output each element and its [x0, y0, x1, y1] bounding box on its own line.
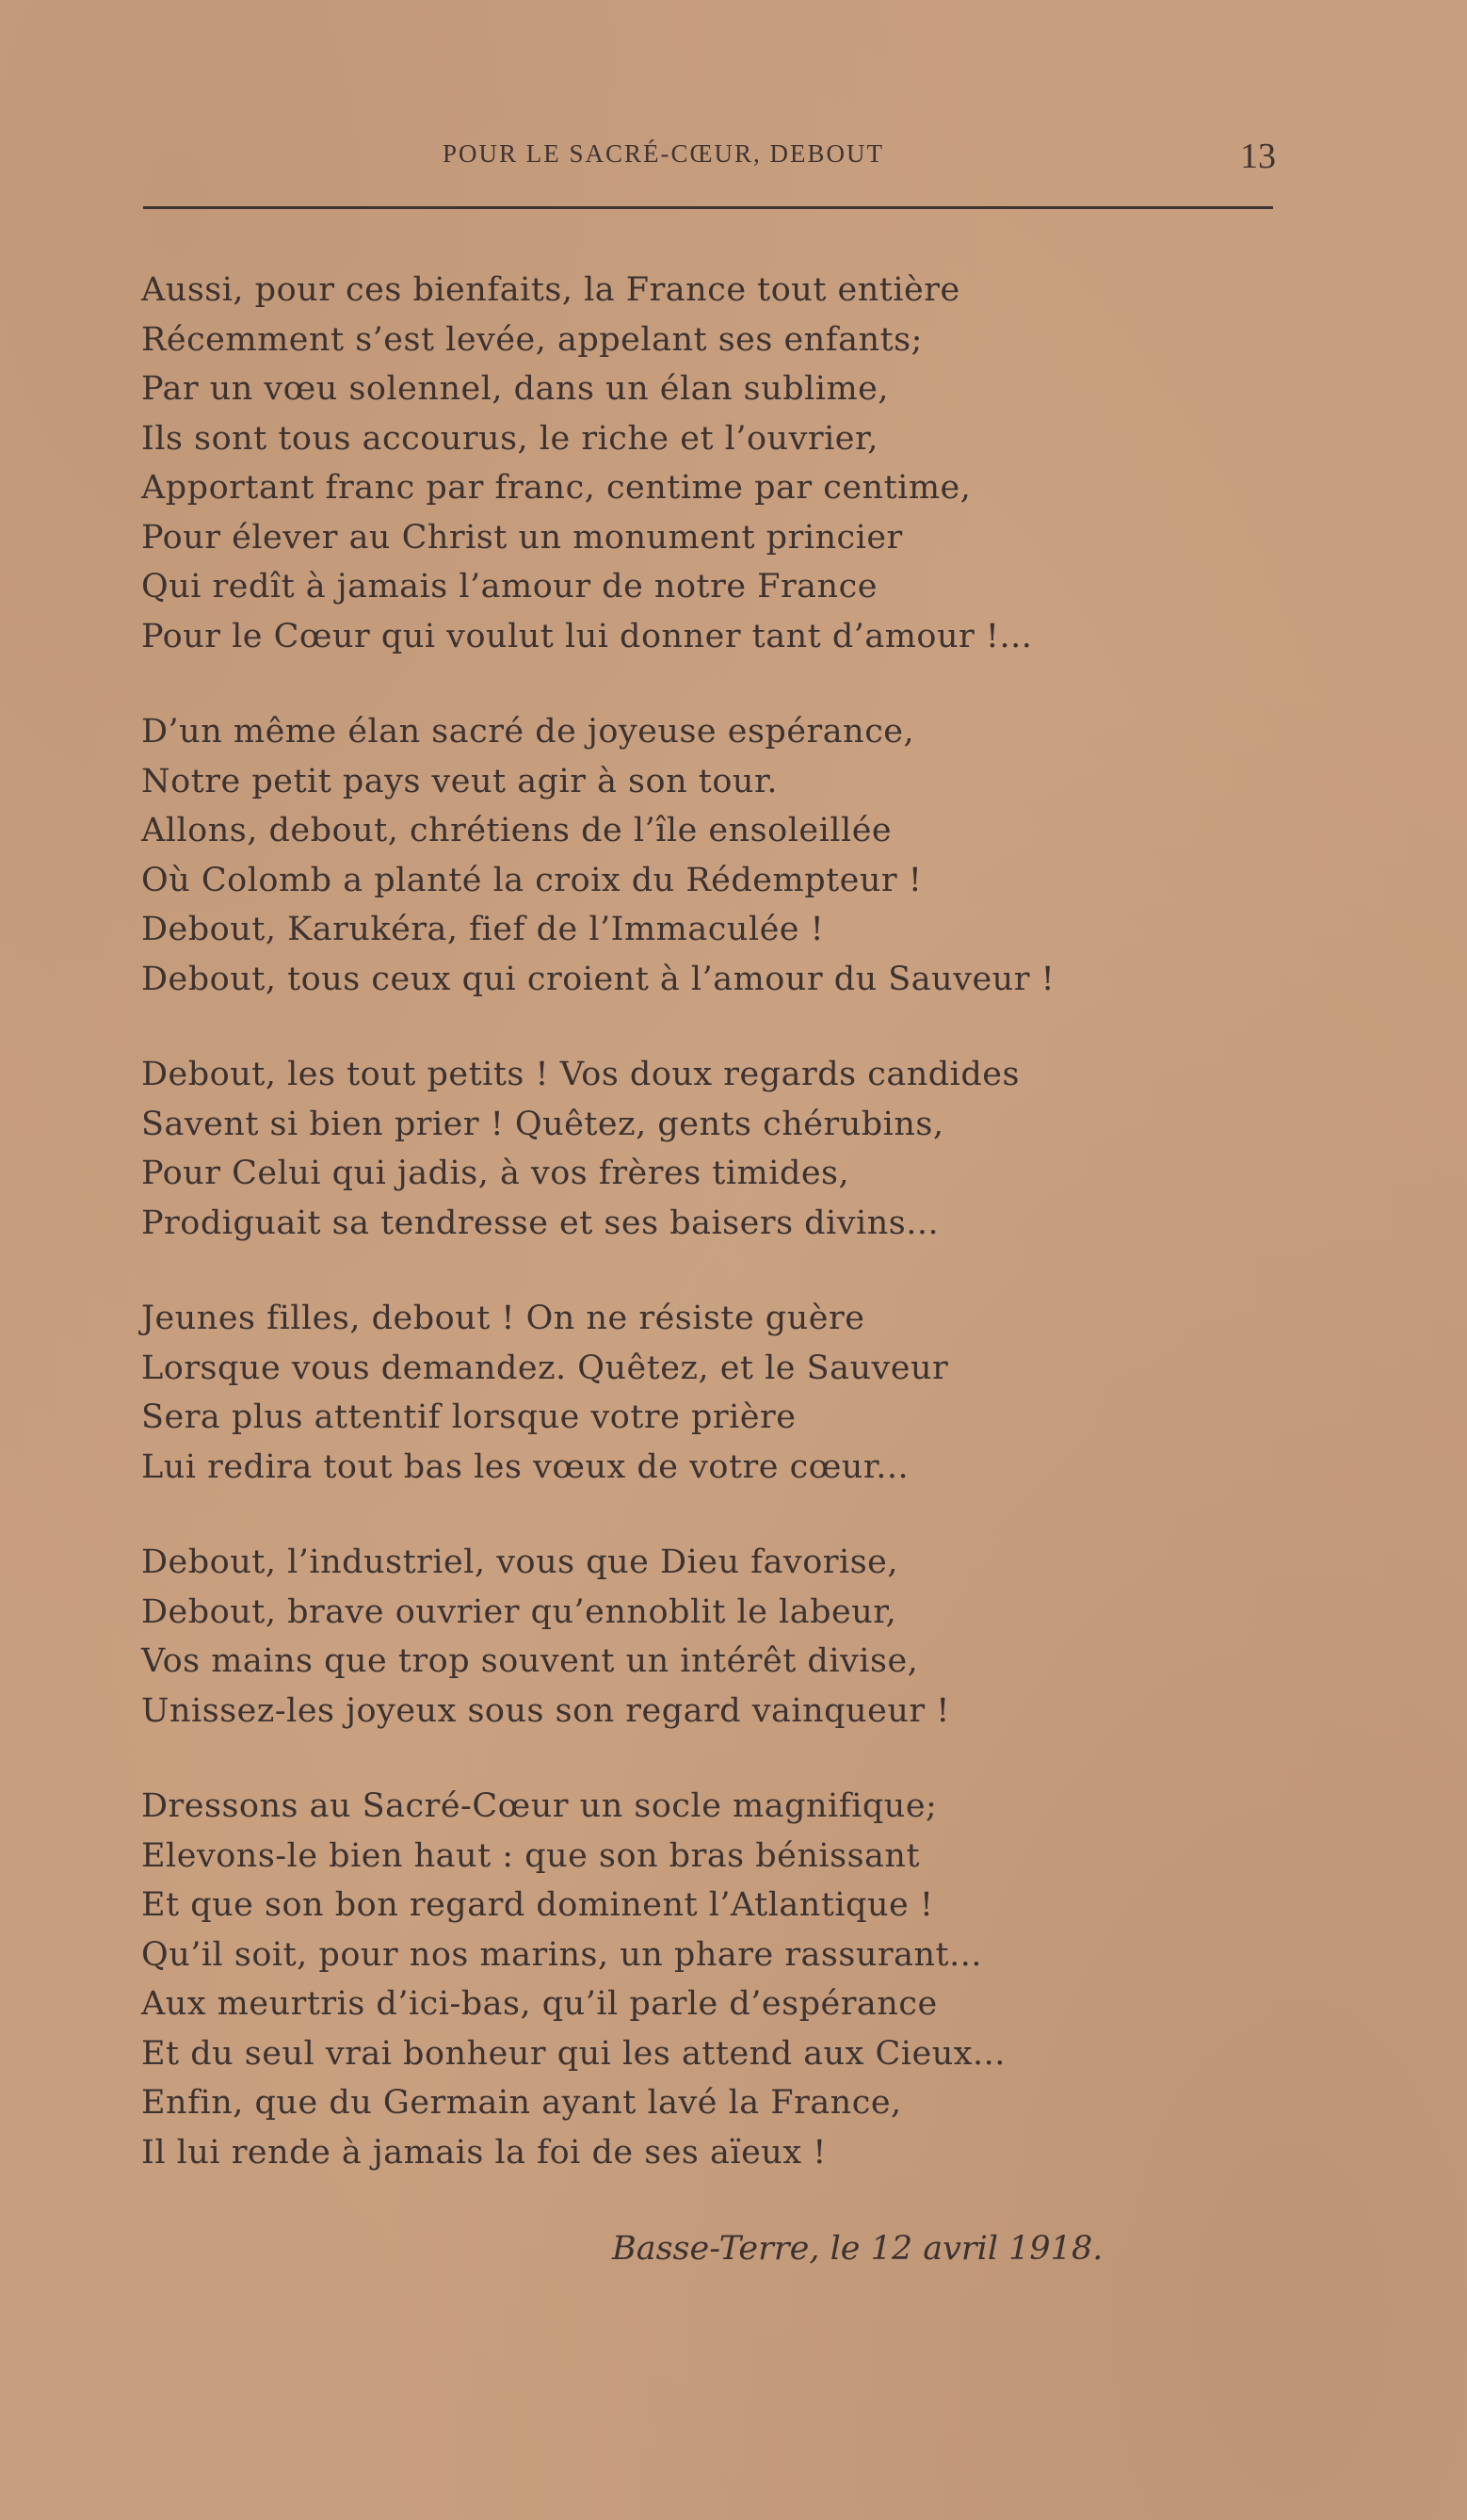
- verse-line: Jeunes filles, debout ! On ne résiste guère: [141, 1300, 865, 1337]
- header-rule: [143, 206, 1273, 209]
- verse-line: Debout, Karukéra, fief de l’Immaculée !: [141, 911, 825, 948]
- verse-line: Qui redît à jamais l’amour de notre France: [141, 568, 878, 606]
- verse-line: Sera plus attentif lorsque votre prière: [141, 1398, 797, 1436]
- verse-line: Debout, les tout petits ! Vos doux regards candides: [141, 1056, 1020, 1093]
- stanza: [141, 1782, 1318, 2177]
- verse-line: Unissez-les joyeux sous son regard vainqueur !: [141, 1691, 950, 1730]
- verse-line: Aux meurtris d’ici-bas, qu’il parle d’espérance: [141, 1985, 938, 2023]
- verse-line: Ils sont tous accourus, le riche et l’ouvrier,: [141, 419, 879, 458]
- verse-line: Notre petit pays veut agir à son tour.: [141, 762, 778, 800]
- verse-line: Debout, l’industriel, vous que Dieu favorise,: [141, 1543, 899, 1581]
- verse-line: Récemment s’est levée, appelant ses enfants;: [141, 320, 923, 359]
- verse-line: Il lui rende à jamais la foi de ses aïeux !: [141, 2133, 827, 2172]
- stanza: [141, 707, 1318, 1004]
- verse-line: Elevons-le bien haut : que son bras bénissant: [141, 1836, 921, 1875]
- verse-line: Pour élever au Christ un monument princier: [141, 518, 903, 557]
- page-number: 13: [1240, 137, 1276, 176]
- verse-line: Pour le Cœur qui voulut lui donner tant d’amour !...: [141, 617, 1033, 655]
- verse-line: Pour Celui qui jadis, à vos frères timides,: [141, 1155, 850, 1192]
- verse-line: Savent si bien prier ! Quêtez, gents chérubins,: [141, 1105, 944, 1143]
- verse-line: Aussi, pour ces bienfaits, la France tout entière: [141, 271, 960, 309]
- verse-line: Dressons au Sacré-Cœur un socle magnifique;: [141, 1787, 938, 1825]
- verse-line: Où Colomb a planté la croix du Rédempteur !: [141, 861, 923, 899]
- verse-line: D’un même élan sacré de joyeuse espérance,: [141, 713, 915, 751]
- verse-line: Enfin, que du Germain ayant lavé la France,: [141, 2084, 902, 2122]
- stanza: [141, 1050, 1318, 1248]
- verse-line: Par un vœu solennel, dans un élan sublime,: [141, 370, 890, 408]
- verse-line: Lorsque vous demandez. Quêtez, et le Sauveur: [141, 1349, 949, 1387]
- verse-line: Prodiguait sa tendresse et ses baisers divins...: [141, 1203, 940, 1242]
- verse-line: Debout, tous ceux qui croient à l’amour du Sauveur !: [141, 960, 1056, 998]
- signature-dateline: Basse-Terre, le 12 avril 1918.: [612, 2230, 1104, 2268]
- stanza: [141, 1294, 1318, 1492]
- verse-line: Qu’il soit, pour nos marins, un phare rassurant...: [141, 1935, 982, 1974]
- verse-line: Apportant franc par franc, centime par centime,: [141, 469, 972, 507]
- running-title: POUR LE SACRÉ-CŒUR, DEBOUT: [443, 139, 885, 168]
- page-header: [141, 139, 1276, 177]
- verse-line: Et que son bon regard dominent l’Atlantique !: [141, 1886, 934, 1924]
- stanza: [141, 1538, 1318, 1736]
- verse-line: Debout, brave ouvrier qu’ennoblit le labeur,: [141, 1592, 897, 1631]
- stanza: [141, 266, 1318, 661]
- verse-line: Allons, debout, chrétiens de l’île ensoleillée: [141, 812, 893, 849]
- poem-body: [141, 266, 1318, 2223]
- verse-line: Et du seul vrai bonheur qui les attend aux Cieux...: [141, 2034, 1006, 2073]
- verse-line: Vos mains que trop souvent un intérêt divise,: [141, 1642, 919, 1680]
- verse-line: Lui redira tout bas les vœux de votre cœur...: [141, 1447, 910, 1486]
